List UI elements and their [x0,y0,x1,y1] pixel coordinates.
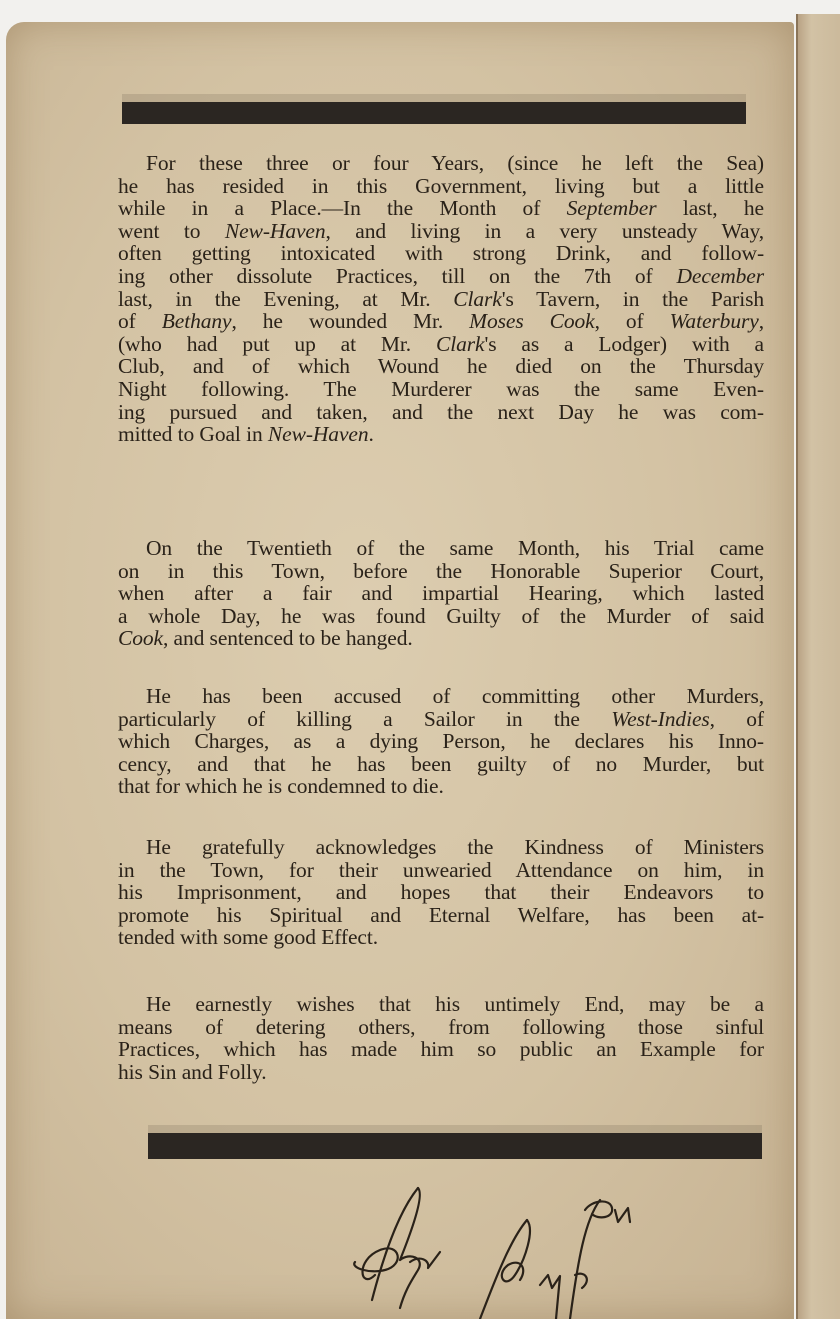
text-line [118,859,764,882]
text-line [118,333,764,356]
text-segment: particularly of killing a Sailor in the [118,706,612,731]
signature-stroke [502,1220,530,1281]
text-segment: (who had put up at Mr. [118,331,436,356]
text-segment: , [758,309,764,334]
text-segment: ing other dissolute Practices, till on the 7th of [118,263,677,288]
text-line [118,310,764,333]
handwritten-signature [330,1180,690,1319]
signature-stroke [354,1248,398,1279]
text-line [118,1038,764,1061]
italic-text-segment: September [566,196,657,221]
text-segment: tended with some good Effect. [118,925,379,950]
text-line [118,775,764,798]
top-rule [122,102,746,124]
signature-stroke [540,1275,560,1319]
paragraph-final-wish [118,993,764,1083]
text-segment: on in this Town, before the Honorable Superior Court, [118,558,764,583]
text-segment: in the Town, for their unwearied Attendance on him, in [118,857,764,882]
text-line [118,560,764,583]
text-segment: a whole Day, he was found Guilty of the Murder of said [118,603,764,628]
text-segment: last, he [656,196,765,221]
text-segment: Practices, which has made him so public an Example for [118,1037,764,1062]
bottom-rule [148,1133,762,1159]
text-line [118,197,764,220]
text-line [118,265,764,288]
text-line [118,605,764,628]
italic-text-segment: New-Haven [267,422,369,447]
text-line [118,753,764,776]
text-segment: cency, and that he has been guilty of no Murder, but [118,751,764,776]
text-line [118,881,764,904]
text-line [118,627,764,650]
text-line [118,926,764,949]
text-segment: when after a fair and impartial Hearing, which lasted [118,581,764,606]
text-segment: , he wounded Mr. [231,309,470,334]
text-segment: , of [709,706,764,731]
text-segment: 's Tavern, in the Parish [501,286,765,311]
text-segment: often getting intoxicated with strong Drink, and follow- [118,241,764,266]
italic-text-segment: Clark [453,286,502,311]
text-line [118,355,764,378]
signature-stroke [400,1188,420,1308]
text-segment: He has been accused of committing other Murders, [146,684,764,708]
text-segment: He earnestly wishes that his untimely End, may be a [146,992,764,1016]
text-line [118,220,764,243]
text-segment: means of detering others, from following those sinful [118,1014,764,1039]
text-line [118,904,764,927]
italic-text-segment: Clark [435,331,485,356]
text-line [118,685,764,708]
paragraph-trial [118,537,764,650]
text-segment: For these three or four Years, (since he left the Sea) [146,151,764,175]
text-segment: He gratefully acknowledges the Kindness of Ministers [146,835,764,859]
text-line [118,537,764,560]
italic-text-segment: Waterbury [669,309,759,334]
text-line [118,288,764,311]
italic-text-segment: December [676,263,764,288]
text-line [118,708,764,731]
text-line [118,582,764,605]
text-segment: his Imprisonment, and hopes that their Endeavors to [118,880,764,905]
text-segment: , and living in a very unsteady Way, [325,218,764,243]
signature-stroke [570,1200,600,1319]
paragraph-residence [118,152,764,446]
text-segment: Club, and of which Wound he died on the Thursday [118,354,764,379]
text-segment: , of [594,309,670,334]
text-segment: , and sentenced to be hanged. [162,626,413,651]
text-line [118,378,764,401]
signature-stroke [615,1208,630,1222]
text-line [118,836,764,859]
paragraph-accusations [118,685,764,798]
text-line [118,242,764,265]
text-line [118,152,764,175]
text-segment: . [368,422,374,447]
text-line [118,423,764,446]
text-segment: promote his Spiritual and Eternal Welfare, has been at- [118,902,764,927]
text-segment: 's as a Lodger) with a [484,331,764,356]
text-line [118,175,764,198]
text-segment: mitted to Goal in [118,422,268,447]
signature-stroke [410,1252,440,1268]
text-segment: Night following. The Murderer was the same Even- [118,376,764,401]
text-segment: he has resided in this Government, living but a little [118,173,764,198]
text-segment: went to [118,218,225,243]
text-segment: that for which he is condemned to die. [118,774,444,799]
text-segment: last, in the Evening, at Mr. [118,286,454,311]
text-line [118,1016,764,1039]
italic-text-segment: New-Haven [224,218,326,243]
italic-text-segment: West-Indies [611,706,710,731]
text-line [118,993,764,1016]
paragraph-acknowledgement [118,836,764,949]
text-segment: while in a Place.—In the Month of [118,196,567,221]
text-segment: ing pursued and taken, and the next Day he was com- [118,399,764,424]
text-line [118,401,764,424]
text-segment: which Charges, as a dying Person, he declares his Inno- [118,729,764,754]
adjacent-page-edge [796,14,840,1319]
italic-text-segment: Moses Cook [469,309,595,334]
text-line [118,730,764,753]
italic-text-segment: Cook [118,626,163,651]
text-line [118,1061,764,1084]
text-segment: his Sin and Folly. [118,1059,267,1084]
text-segment: On the Twentieth of the same Month, his Trial came [146,536,764,560]
text-segment: of [118,309,162,334]
italic-text-segment: Bethany [161,309,232,334]
